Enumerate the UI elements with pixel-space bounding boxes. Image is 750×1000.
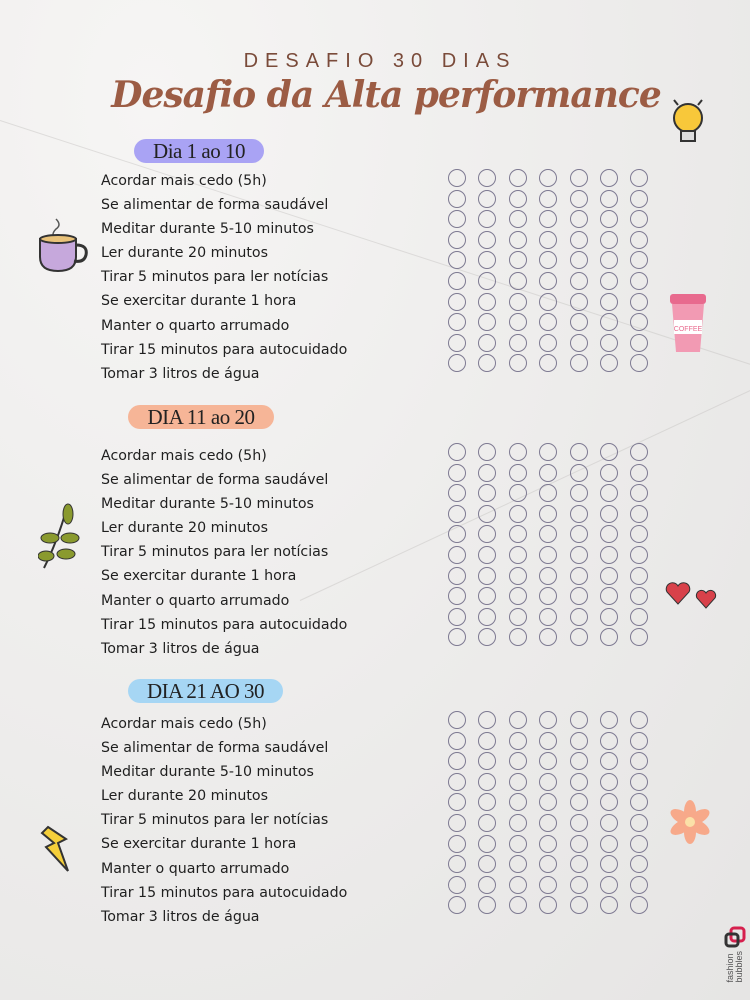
day-checkbox[interactable] (509, 896, 527, 914)
day-checkbox[interactable] (509, 793, 527, 811)
day-checkbox[interactable] (478, 354, 496, 372)
day-checkbox[interactable] (630, 876, 648, 894)
day-checkbox[interactable] (448, 190, 466, 208)
day-checkbox[interactable] (448, 711, 466, 729)
day-checkbox[interactable] (478, 293, 496, 311)
section-header: DIA 11 ao 20 (128, 405, 274, 429)
day-checkbox[interactable] (570, 231, 588, 249)
day-checkbox[interactable] (600, 525, 618, 543)
day-checkbox[interactable] (448, 835, 466, 853)
day-checkbox[interactable] (478, 752, 496, 770)
day-checkbox[interactable] (630, 231, 648, 249)
checkbox-grid (448, 169, 649, 372)
day-checkbox[interactable] (539, 876, 557, 894)
lightning-icon (40, 825, 72, 875)
day-checkbox[interactable] (448, 443, 466, 461)
day-checkbox[interactable] (448, 876, 466, 894)
day-checkbox[interactable] (478, 855, 496, 873)
day-checkbox[interactable] (478, 793, 496, 811)
day-checkbox[interactable] (539, 484, 557, 502)
day-checkbox[interactable] (570, 876, 588, 894)
day-checkbox[interactable] (539, 210, 557, 228)
task-label: Tomar 3 litros de água (101, 365, 260, 382)
day-checkbox[interactable] (570, 835, 588, 853)
day-checkbox[interactable] (448, 464, 466, 482)
flower-icon (668, 800, 712, 844)
day-checkbox[interactable] (539, 505, 557, 523)
day-checkbox[interactable] (539, 835, 557, 853)
day-checkbox[interactable] (600, 814, 618, 832)
day-checkbox[interactable] (448, 272, 466, 290)
task-label: Acordar mais cedo (5h) (101, 448, 267, 464)
day-checkbox[interactable] (448, 354, 466, 372)
day-checkbox[interactable] (509, 608, 527, 626)
day-checkbox[interactable] (570, 793, 588, 811)
day-checkbox[interactable] (570, 505, 588, 523)
page-subtitle: DESAFIO 30 DIAS (243, 50, 517, 72)
day-checkbox[interactable] (630, 251, 648, 269)
task-label: Meditar durante 5-10 minutos (101, 221, 314, 238)
task-label: Manter o quarto arrumado (101, 592, 290, 609)
task-list (101, 712, 347, 929)
day-checkbox[interactable] (509, 814, 527, 832)
day-checkbox[interactable] (448, 313, 466, 331)
task-label: Se alimentar de forma saudável (101, 740, 329, 757)
day-checkbox[interactable] (600, 773, 618, 791)
day-checkbox[interactable] (570, 628, 588, 646)
task-list (101, 169, 347, 386)
day-checkbox[interactable] (448, 814, 466, 832)
day-checkbox[interactable] (600, 876, 618, 894)
day-checkbox[interactable] (509, 251, 527, 269)
day-checkbox[interactable] (539, 546, 557, 564)
day-checkbox[interactable] (539, 251, 557, 269)
day-checkbox[interactable] (600, 169, 618, 187)
day-checkbox[interactable] (509, 313, 527, 331)
day-checkbox[interactable] (570, 587, 588, 605)
task-label: Se exercitar durante 1 hora (101, 293, 297, 310)
day-checkbox[interactable] (539, 354, 557, 372)
task-label: Se alimentar de forma saudável (101, 472, 329, 489)
day-checkbox[interactable] (509, 169, 527, 187)
day-checkbox[interactable] (448, 505, 466, 523)
day-checkbox[interactable] (448, 334, 466, 352)
day-checkbox[interactable] (478, 443, 496, 461)
day-checkbox[interactable] (478, 773, 496, 791)
task-label: Tirar 5 minutos para ler notícias (101, 812, 329, 829)
day-checkbox[interactable] (630, 293, 648, 311)
day-checkbox[interactable] (600, 835, 618, 853)
day-checkbox[interactable] (600, 484, 618, 502)
day-checkbox[interactable] (570, 272, 588, 290)
day-checkbox[interactable] (509, 773, 527, 791)
day-checkbox[interactable] (448, 293, 466, 311)
day-checkbox[interactable] (478, 546, 496, 564)
day-checkbox[interactable] (600, 628, 618, 646)
day-checkbox[interactable] (509, 210, 527, 228)
day-checkbox[interactable] (630, 354, 648, 372)
day-checkbox[interactable] (600, 567, 618, 585)
day-checkbox[interactable] (630, 443, 648, 461)
day-checkbox[interactable] (478, 711, 496, 729)
day-checkbox[interactable] (570, 190, 588, 208)
day-checkbox[interactable] (600, 793, 618, 811)
day-checkbox[interactable] (448, 793, 466, 811)
day-checkbox[interactable] (478, 190, 496, 208)
day-checkbox[interactable] (570, 711, 588, 729)
task-label: Manter o quarto arrumado (101, 317, 290, 334)
day-checkbox[interactable] (570, 567, 588, 585)
task-label: Ler durante 20 minutos (101, 245, 268, 262)
day-checkbox[interactable] (600, 608, 618, 626)
day-checkbox[interactable] (570, 293, 588, 311)
day-checkbox[interactable] (448, 484, 466, 502)
day-checkbox[interactable] (539, 334, 557, 352)
day-checkbox[interactable] (630, 896, 648, 914)
day-checkbox[interactable] (448, 567, 466, 585)
day-checkbox[interactable] (600, 190, 618, 208)
day-checkbox[interactable] (539, 567, 557, 585)
day-checkbox[interactable] (630, 313, 648, 331)
day-checkbox[interactable] (630, 773, 648, 791)
day-checkbox[interactable] (478, 896, 496, 914)
day-checkbox[interactable] (600, 711, 618, 729)
day-checkbox[interactable] (448, 251, 466, 269)
day-checkbox[interactable] (509, 354, 527, 372)
day-checkbox[interactable] (509, 835, 527, 853)
day-checkbox[interactable] (509, 231, 527, 249)
hearts-icon (664, 580, 720, 610)
day-checkbox[interactable] (630, 567, 648, 585)
day-checkbox[interactable] (600, 272, 618, 290)
day-checkbox[interactable] (630, 210, 648, 228)
day-checkbox[interactable] (448, 525, 466, 543)
day-checkbox[interactable] (600, 732, 618, 750)
day-checkbox[interactable] (570, 855, 588, 873)
task-label: Ler durante 20 minutos (101, 788, 268, 805)
day-checkbox[interactable] (478, 608, 496, 626)
day-checkbox[interactable] (539, 464, 557, 482)
day-checkbox[interactable] (539, 608, 557, 626)
day-checkbox[interactable] (478, 814, 496, 832)
day-checkbox[interactable] (570, 525, 588, 543)
day-checkbox[interactable] (509, 525, 527, 543)
day-checkbox[interactable] (448, 732, 466, 750)
day-checkbox[interactable] (600, 464, 618, 482)
day-checkbox[interactable] (630, 732, 648, 750)
page-title: Desafio da Alta performance (111, 74, 661, 116)
day-checkbox[interactable] (570, 210, 588, 228)
day-checkbox[interactable] (539, 443, 557, 461)
day-checkbox[interactable] (600, 855, 618, 873)
task-label: Manter o quarto arrumado (101, 860, 290, 877)
day-checkbox[interactable] (509, 334, 527, 352)
day-checkbox[interactable] (478, 313, 496, 331)
day-checkbox[interactable] (448, 752, 466, 770)
day-checkbox[interactable] (509, 876, 527, 894)
day-checkbox[interactable] (539, 732, 557, 750)
day-checkbox[interactable] (539, 293, 557, 311)
day-checkbox[interactable] (570, 313, 588, 331)
day-checkbox[interactable] (570, 334, 588, 352)
day-checkbox[interactable] (478, 464, 496, 482)
day-checkbox[interactable] (539, 896, 557, 914)
day-checkbox[interactable] (600, 354, 618, 372)
day-checkbox[interactable] (509, 505, 527, 523)
day-checkbox[interactable] (478, 334, 496, 352)
day-checkbox[interactable] (539, 793, 557, 811)
task-label: Tirar 15 minutos para autocuidado (101, 341, 348, 358)
day-checkbox[interactable] (630, 464, 648, 482)
day-checkbox[interactable] (539, 587, 557, 605)
day-checkbox[interactable] (570, 732, 588, 750)
day-checkbox[interactable] (630, 835, 648, 853)
day-checkbox[interactable] (448, 169, 466, 187)
task-label: Se exercitar durante 1 hora (101, 568, 297, 585)
fashion-bubbles-logo: fashion bubbles (722, 925, 748, 997)
leaf-branch-icon (38, 500, 80, 572)
task-label: Meditar durante 5-10 minutos (101, 764, 314, 781)
day-checkbox[interactable] (630, 190, 648, 208)
coffee-cup-sticker-icon (664, 290, 716, 358)
day-checkbox[interactable] (600, 587, 618, 605)
day-checkbox[interactable] (539, 231, 557, 249)
day-checkbox[interactable] (630, 855, 648, 873)
day-checkbox[interactable] (570, 354, 588, 372)
day-checkbox[interactable] (600, 313, 618, 331)
section-header: DIA 21 AO 30 (128, 679, 283, 703)
day-checkbox[interactable] (570, 814, 588, 832)
task-label: Tomar 3 litros de água (101, 640, 260, 657)
day-checkbox[interactable] (539, 169, 557, 187)
day-checkbox[interactable] (630, 628, 648, 646)
day-checkbox[interactable] (630, 793, 648, 811)
day-checkbox[interactable] (448, 855, 466, 873)
task-label: Acordar mais cedo (5h) (101, 173, 267, 189)
day-checkbox[interactable] (539, 773, 557, 791)
day-checkbox[interactable] (600, 293, 618, 311)
day-checkbox[interactable] (478, 210, 496, 228)
day-checkbox[interactable] (539, 711, 557, 729)
day-checkbox[interactable] (630, 272, 648, 290)
day-checkbox[interactable] (509, 855, 527, 873)
day-checkbox[interactable] (509, 443, 527, 461)
day-checkbox[interactable] (509, 587, 527, 605)
day-checkbox[interactable] (570, 169, 588, 187)
day-checkbox[interactable] (570, 896, 588, 914)
day-checkbox[interactable] (478, 628, 496, 646)
day-checkbox[interactable] (539, 525, 557, 543)
day-checkbox[interactable] (630, 334, 648, 352)
day-checkbox[interactable] (600, 443, 618, 461)
day-checkbox[interactable] (448, 587, 466, 605)
day-checkbox[interactable] (600, 210, 618, 228)
day-checkbox[interactable] (509, 293, 527, 311)
day-checkbox[interactable] (448, 231, 466, 249)
day-checkbox[interactable] (539, 814, 557, 832)
day-checkbox[interactable] (478, 835, 496, 853)
lightbulb-icon (668, 94, 708, 150)
coffee-cup-icon (36, 215, 90, 275)
day-checkbox[interactable] (478, 484, 496, 502)
day-checkbox[interactable] (478, 272, 496, 290)
day-checkbox[interactable] (630, 608, 648, 626)
day-checkbox[interactable] (630, 587, 648, 605)
day-checkbox[interactable] (509, 752, 527, 770)
day-checkbox[interactable] (448, 896, 466, 914)
day-checkbox[interactable] (478, 587, 496, 605)
day-checkbox[interactable] (478, 876, 496, 894)
day-checkbox[interactable] (630, 505, 648, 523)
day-checkbox[interactable] (600, 334, 618, 352)
day-checkbox[interactable] (509, 567, 527, 585)
day-checkbox[interactable] (509, 484, 527, 502)
day-checkbox[interactable] (630, 814, 648, 832)
day-checkbox[interactable] (478, 251, 496, 269)
day-checkbox[interactable] (570, 443, 588, 461)
task-label: Tirar 15 minutos para autocuidado (101, 884, 348, 901)
day-checkbox[interactable] (600, 546, 618, 564)
day-checkbox[interactable] (600, 896, 618, 914)
day-checkbox[interactable] (570, 484, 588, 502)
day-checkbox[interactable] (478, 169, 496, 187)
day-checkbox[interactable] (570, 752, 588, 770)
day-checkbox[interactable] (539, 855, 557, 873)
task-label: Meditar durante 5-10 minutos (101, 496, 314, 513)
task-label: Ler durante 20 minutos (101, 520, 268, 537)
day-checkbox[interactable] (448, 608, 466, 626)
day-checkbox[interactable] (539, 752, 557, 770)
checkbox-grid (448, 443, 649, 646)
day-checkbox[interactable] (509, 711, 527, 729)
task-label: Tirar 15 minutos para autocuidado (101, 616, 348, 633)
day-checkbox[interactable] (539, 628, 557, 646)
day-checkbox[interactable] (570, 546, 588, 564)
task-label: Tirar 5 minutos para ler notícias (101, 269, 329, 286)
day-checkbox[interactable] (509, 732, 527, 750)
day-checkbox[interactable] (630, 711, 648, 729)
day-checkbox[interactable] (478, 505, 496, 523)
day-checkbox[interactable] (509, 464, 527, 482)
task-label: Se alimentar de forma saudável (101, 197, 329, 214)
day-checkbox[interactable] (630, 169, 648, 187)
task-label: Tomar 3 litros de água (101, 908, 260, 925)
day-checkbox[interactable] (600, 251, 618, 269)
day-checkbox[interactable] (478, 525, 496, 543)
day-checkbox[interactable] (570, 464, 588, 482)
section-header: Dia 1 ao 10 (134, 139, 264, 163)
task-label: Acordar mais cedo (5h) (101, 716, 267, 732)
day-checkbox[interactable] (600, 752, 618, 770)
task-list (101, 444, 347, 661)
day-checkbox[interactable] (570, 251, 588, 269)
day-checkbox[interactable] (478, 732, 496, 750)
day-checkbox[interactable] (509, 628, 527, 646)
day-checkbox[interactable] (539, 190, 557, 208)
day-checkbox[interactable] (570, 608, 588, 626)
day-checkbox[interactable] (630, 484, 648, 502)
day-checkbox[interactable] (478, 231, 496, 249)
day-checkbox[interactable] (600, 505, 618, 523)
task-label: Tirar 5 minutos para ler notícias (101, 544, 329, 561)
day-checkbox[interactable] (539, 313, 557, 331)
day-checkbox[interactable] (448, 773, 466, 791)
day-checkbox[interactable] (509, 546, 527, 564)
day-checkbox[interactable] (600, 231, 618, 249)
day-checkbox[interactable] (630, 546, 648, 564)
coffee-label: COFFEE (673, 326, 703, 333)
day-checkbox[interactable] (509, 272, 527, 290)
day-checkbox[interactable] (448, 546, 466, 564)
day-checkbox[interactable] (570, 773, 588, 791)
day-checkbox[interactable] (539, 272, 557, 290)
day-checkbox[interactable] (448, 628, 466, 646)
day-checkbox[interactable] (448, 210, 466, 228)
checkbox-grid (448, 711, 649, 914)
task-label: Se exercitar durante 1 hora (101, 836, 297, 853)
day-checkbox[interactable] (630, 525, 648, 543)
day-checkbox[interactable] (478, 567, 496, 585)
day-checkbox[interactable] (630, 752, 648, 770)
day-checkbox[interactable] (509, 190, 527, 208)
